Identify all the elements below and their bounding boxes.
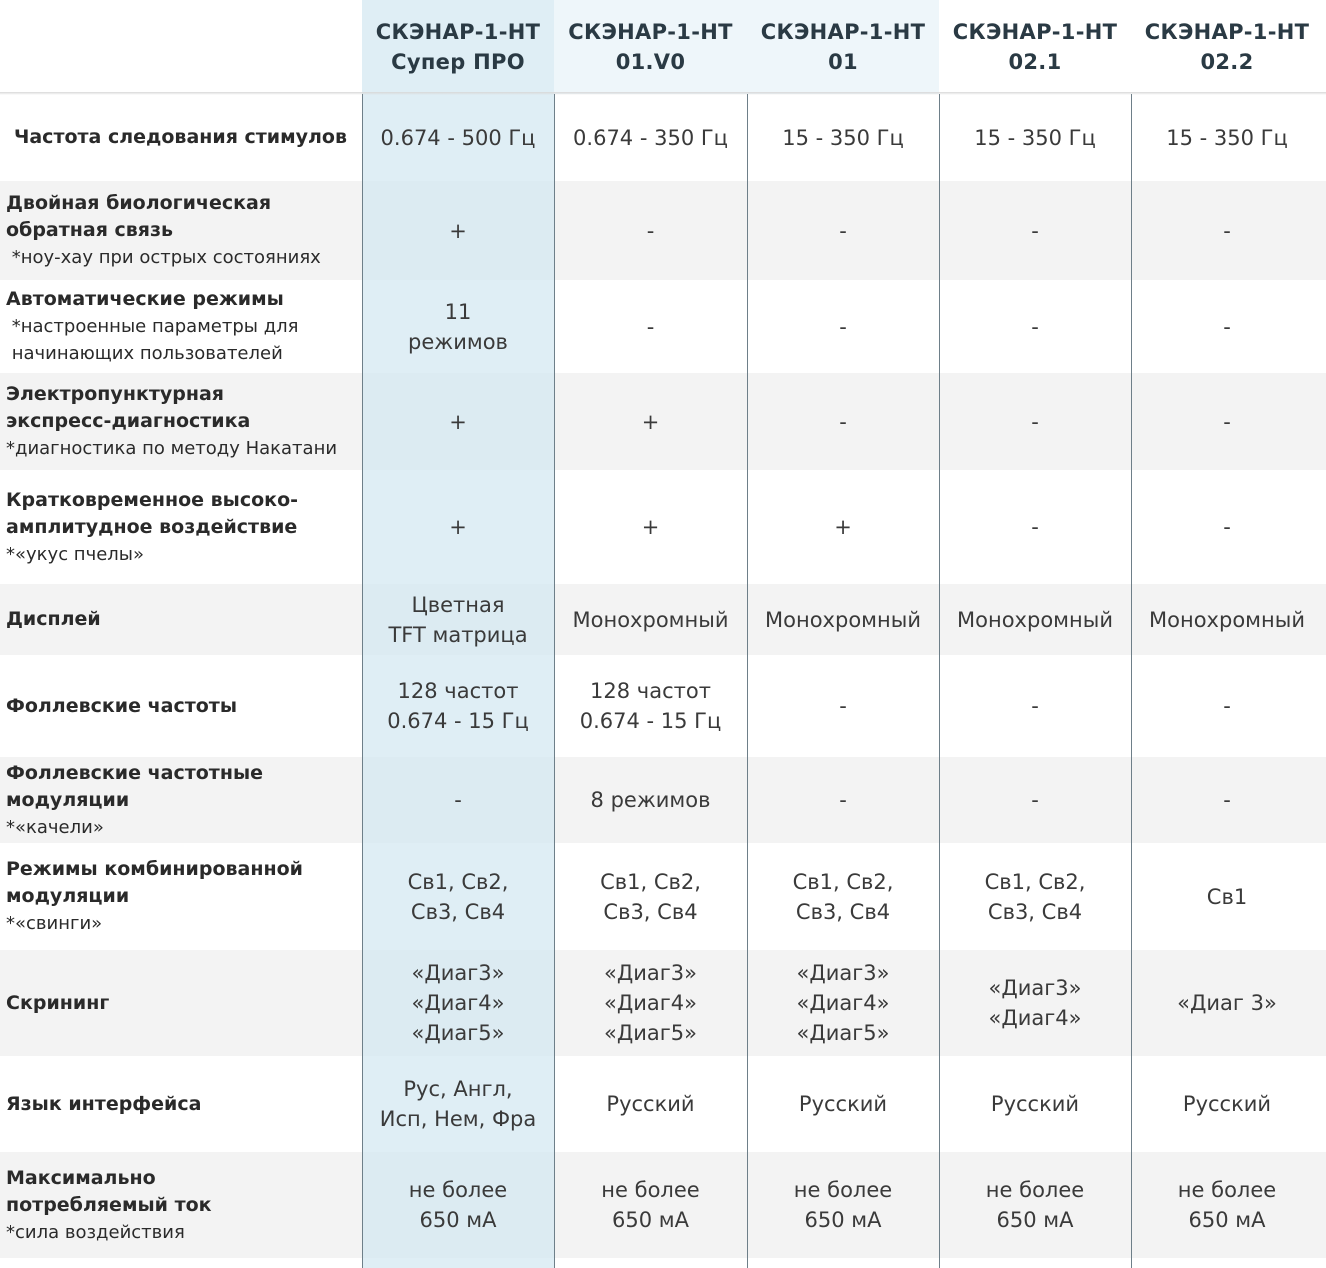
feature-title: Скрининг [6,991,110,1014]
column-header-line2: 02.1 [1008,50,1062,74]
table-cell: не более 650 мА [985,1178,1085,1232]
feature-title: Автоматические режимы [6,288,284,310]
column-separator [939,94,940,1268]
table-cell: - [1031,788,1039,812]
table-cell: «Диаг3» «Диаг4» «Диаг5» [411,961,505,1045]
feature-label [6,1056,362,1152]
table-cell: - [1031,409,1039,434]
feature-title: Дисплей [6,608,101,630]
table-cell: не более 650 мА [601,1178,700,1232]
feature-label [6,950,362,1056]
table-cell: - [1031,218,1039,243]
table-cell: + [641,409,660,434]
table-cell: Русский [1182,1092,1272,1116]
table-cell: Русский [798,1092,888,1116]
table-cell: 0.674 - 500 Гц [380,125,536,150]
table-cell: «Диаг3» «Диаг4» «Диаг5» [796,961,890,1045]
table-cell: + [641,515,660,539]
feature-title: Частота следования стимулов [14,126,348,148]
feature-note: *настроенные параметры для начинающих пользователей [11,316,299,364]
feature-title: Кратковременное высоко- амплитудное воздействие [6,488,299,538]
feature-label [6,280,362,373]
column-separator [362,94,363,1268]
column-header-01 [747,0,939,94]
feature-label [6,470,362,584]
feature-title: Двойная биологическая обратная связь [6,192,272,241]
table-cell: + [449,515,467,539]
table-cell: - [1031,314,1039,339]
table-cell: 128 частот 0.674 - 15 Гц [579,679,722,733]
column-header-line1: СКЭНАР-1-НТ [568,20,733,44]
table-cell: - [454,788,462,812]
table-cell: - [1031,515,1039,539]
table-cell: Св1, Св2, Св3, Св4 [984,869,1086,924]
feature-note: *ноу-хау при острых состояниях [6,247,321,268]
table-cell: 15 - 350 Гц [782,125,904,150]
column-header-line2: 02.2 [1200,50,1254,74]
table-cell: Св1 [1206,884,1248,909]
table-cell: Монохромный [572,607,729,632]
table-cell: - [839,409,847,434]
table-cell: - [1031,694,1039,718]
table-cell: - [646,314,655,339]
feature-label [6,373,362,470]
table-cell: Св1, Св2, Св3, Св4 [792,869,894,924]
table-cell: + [449,409,467,434]
table-cell: не более 650 мА [1177,1178,1277,1232]
table-cell: 8 режимов [590,788,711,812]
table-cell: - [839,788,847,812]
column-header-line1: СКЭНАР-1-НТ [1144,20,1310,44]
column-header-02-1 [939,0,1131,94]
table-cell: - [839,314,847,339]
column-header-line1: СКЭНАР-1-НТ [375,20,541,44]
table-cell: Св1, Св2, Св3, Св4 [600,869,701,924]
table-cell: - [1223,409,1231,434]
table-cell: + [834,515,852,539]
table-cell: - [1223,694,1231,718]
column-header-02-2 [1131,0,1323,94]
column-header-super-pro [362,0,554,94]
feature-title: Электропунктурная экспресс-диагностика [6,383,251,432]
feature-label [6,843,362,950]
table-cell: Русский [990,1092,1080,1116]
feature-note: *«укус пчелы» [6,543,145,565]
table-cell: Рус, Англ, Исп, Нем, Фра [379,1077,537,1131]
table-cell: - [1223,218,1231,243]
column-header-line1: СКЭНАР-1-НТ [760,20,926,44]
table-cell: Монохромный [1149,607,1305,632]
table-cell: 15 - 350 Гц [974,125,1096,150]
table-cell: + [449,218,467,243]
table-cell: Монохромный [957,607,1113,632]
column-separator [747,94,748,1268]
feature-note: *«свинги» [6,913,103,934]
table-cell: «Диаг3» «Диаг4» [988,976,1082,1030]
feature-note: *диагностика по методу Накатани [6,438,338,459]
feature-label [6,1152,362,1258]
table-cell: - [1223,515,1231,539]
feature-title: Фоллевские частотные модуляции [6,761,264,811]
column-header-line2: 01 [828,50,858,74]
table-cell: - [646,218,655,243]
column-header-01-v0 [554,0,747,94]
table-cell: Монохромный [765,607,921,632]
table-cell: не более 650 мА [793,1178,893,1232]
feature-label [6,655,362,757]
column-header-line2: 01.V0 [615,50,686,74]
table-cell: Цветная TFT матрица [388,592,528,647]
feature-label [6,757,362,843]
column-header-line2: Супер ПРО [391,50,525,74]
column-header-line1: СКЭНАР-1-НТ [952,20,1118,44]
table-cell: - [1223,314,1231,339]
feature-label [6,181,362,280]
column-separator [1131,94,1132,1268]
table-cell: - [1223,788,1231,812]
feature-title: Режимы комбинированной модуляции [6,858,303,907]
table-cell: 11 режимов [408,299,508,354]
table-cell: - [839,218,847,243]
table-cell: 0.674 - 350 Гц [573,125,728,150]
table-cell: - [839,694,847,718]
table-cell: 128 частот 0.674 - 15 Гц [387,679,529,733]
feature-title: Фоллевские частоты [6,694,237,717]
table-cell: Св1, Св2, Св3, Св4 [407,869,509,924]
table-cell: «Диаг 3» [1177,991,1277,1015]
feature-note: *«качели» [6,816,104,838]
feature-note: *сила воздействия [6,1221,185,1243]
feature-title: Язык интерфейса [6,1092,202,1115]
table-cell: «Диаг3» «Диаг4» «Диаг5» [603,961,697,1045]
feature-title: Максимально потребляемый ток [6,1166,212,1216]
table-cell: не более 650 мА [408,1178,508,1232]
column-separator [554,94,555,1268]
table-cell: Русский [606,1092,695,1116]
feature-label [6,584,362,655]
feature-label [6,94,370,181]
table-cell: 15 - 350 Гц [1166,125,1288,150]
